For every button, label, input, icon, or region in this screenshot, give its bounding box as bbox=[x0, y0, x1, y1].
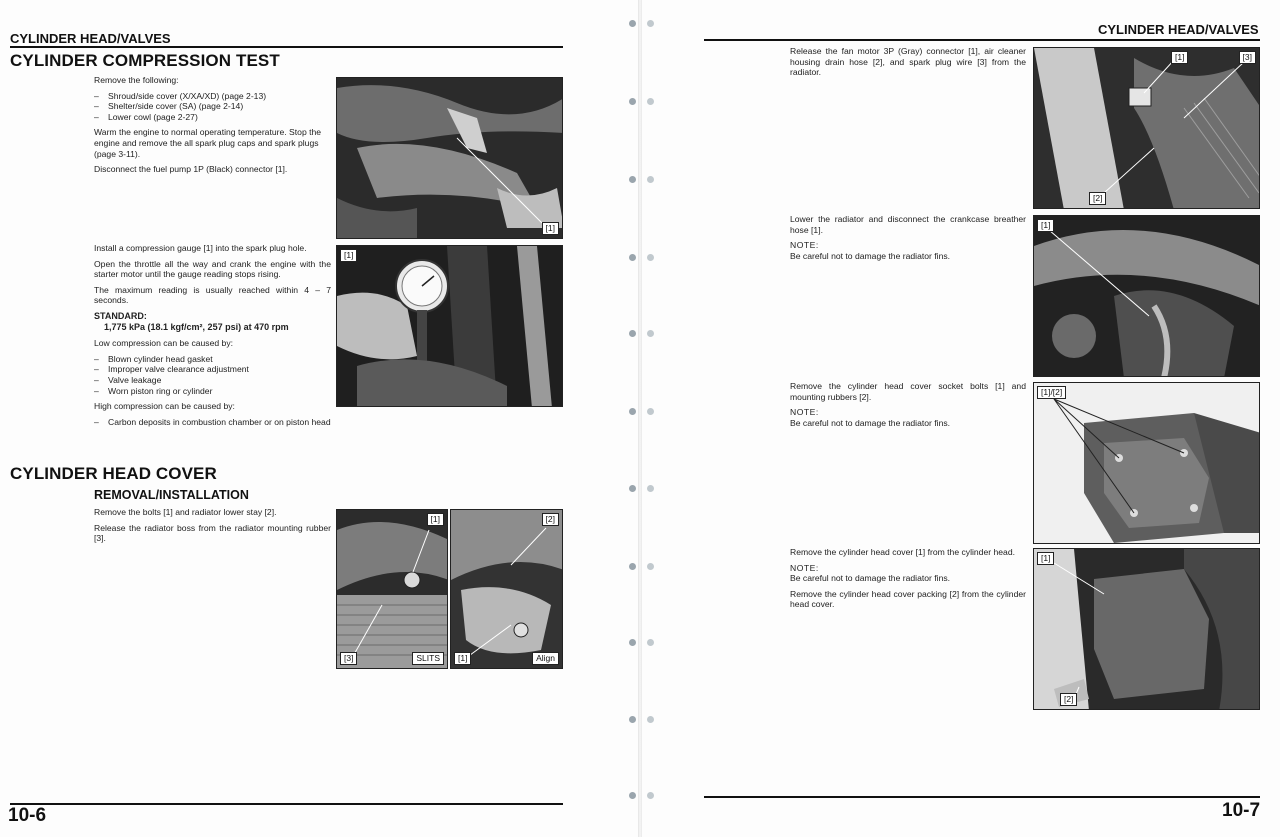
fan-connector-photo bbox=[1033, 47, 1260, 209]
binder-hole bbox=[625, 789, 661, 803]
step-3-block bbox=[790, 381, 1026, 433]
running-head: CYLINDER HEAD/VALVES bbox=[1098, 22, 1259, 37]
low-list bbox=[94, 354, 331, 396]
footer-rule bbox=[704, 796, 1260, 798]
low-item: – Blown cylinder head gasket bbox=[94, 354, 331, 365]
callout-label: Align bbox=[532, 652, 559, 665]
socket-bolts-photo bbox=[1033, 382, 1260, 544]
low-intro: Low compression can be caused by: bbox=[94, 338, 234, 349]
note-text: Be careful not to damage the radiator fins. bbox=[790, 417, 951, 428]
open-throttle-text: Open the throttle all the way and crank the engine with the starter motor until the gauge reading stops rising. bbox=[94, 258, 331, 280]
binder-hole bbox=[625, 327, 661, 341]
radiator-stay-photo bbox=[450, 509, 563, 669]
step-text: Remove the cylinder head cover [1] from the cylinder head. bbox=[790, 547, 1015, 557]
binder-hole bbox=[625, 17, 661, 31]
low-item: – Valve leakage bbox=[94, 375, 331, 386]
callout-label: [1]/[2] bbox=[1037, 386, 1066, 399]
fuel-pump-connector-photo bbox=[336, 77, 563, 239]
callout-label: [1] bbox=[542, 222, 559, 235]
page-number: 10-7 bbox=[1222, 800, 1261, 821]
note-text: Be careful not to damage the radiator fins. bbox=[790, 250, 951, 261]
warm-text: Warm the engine to normal operating temperature. Stop the engine and remove the all spark plug caps and spark plugs (page 3-11). bbox=[94, 127, 322, 159]
binder-hole bbox=[625, 713, 661, 727]
header-rule bbox=[704, 39, 1260, 41]
compression-gauge-photo bbox=[336, 245, 563, 407]
compression-gauge-block bbox=[94, 243, 331, 432]
callout-label: [2] bbox=[1089, 192, 1106, 205]
photo-illustration bbox=[1034, 383, 1260, 544]
install-text: Install a compression gauge [1] into the spark plug hole. bbox=[94, 243, 307, 253]
binder-hole bbox=[625, 636, 661, 650]
remove-item: – Lower cowl (page 2-27) bbox=[94, 112, 331, 123]
photo-illustration bbox=[1034, 48, 1260, 209]
remove-intro: Remove the following: bbox=[94, 75, 179, 85]
callout-label: [1] bbox=[427, 513, 444, 526]
footer-rule bbox=[10, 803, 563, 805]
binder-hole bbox=[625, 560, 661, 574]
photo-illustration bbox=[1034, 216, 1260, 377]
binder-hole bbox=[625, 95, 661, 109]
high-intro: High compression can be caused by: bbox=[94, 401, 235, 412]
radiator-bolts-photo bbox=[336, 509, 448, 669]
head-cover-photo bbox=[1033, 548, 1260, 710]
running-head: CYLINDER HEAD/VALVES bbox=[10, 31, 171, 46]
photo-illustration bbox=[337, 78, 563, 239]
callout-label: [2] bbox=[542, 513, 559, 526]
note-label: NOTE: bbox=[790, 240, 819, 251]
callout-label: [1] bbox=[454, 652, 471, 665]
photo-illustration bbox=[451, 510, 563, 669]
note-label: NOTE: bbox=[790, 407, 819, 418]
remove-list bbox=[94, 91, 331, 123]
callout-label: [3] bbox=[1239, 51, 1256, 64]
standard-value: 1,775 kPa (18.1 kgf/cm², 257 psi) at 470 rpm bbox=[104, 321, 289, 332]
binder-hole bbox=[625, 251, 661, 265]
note-text: Be careful not to damage the radiator fins. bbox=[790, 573, 951, 584]
header-rule bbox=[10, 46, 563, 48]
photo-illustration bbox=[1034, 549, 1260, 710]
binder-hole bbox=[625, 405, 661, 419]
standard-title: STANDARD: bbox=[94, 310, 147, 321]
callout-label: SLITS bbox=[412, 652, 444, 665]
page-number: 10-6 bbox=[8, 805, 47, 826]
photo-illustration bbox=[337, 510, 448, 669]
head-cover-block bbox=[94, 507, 331, 549]
high-item: – Carbon deposits in combustion chamber or on piston head bbox=[94, 417, 331, 428]
remove-item: – Shelter/side cover (SA) (page 2-14) bbox=[94, 101, 331, 112]
right-page bbox=[660, 0, 1280, 837]
breather-hose-photo bbox=[1033, 215, 1260, 377]
binder-holes bbox=[625, 0, 661, 837]
photo-illustration bbox=[337, 246, 563, 407]
section-title-compression: CYLINDER COMPRESSION TEST bbox=[10, 51, 280, 70]
step-1-block bbox=[790, 46, 1026, 83]
binder-hole bbox=[625, 482, 661, 496]
high-list bbox=[94, 417, 331, 428]
subsection-title-removal: REMOVAL/INSTALLATION bbox=[94, 488, 249, 502]
low-item: – Worn piston ring or cylinder bbox=[94, 386, 331, 397]
binder-hole bbox=[625, 173, 661, 187]
step-text: Remove the cylinder head cover socket bolts [1] and mounting rubbers [2]. bbox=[790, 381, 1026, 402]
callout-label: [3] bbox=[340, 652, 357, 665]
step-text: Lower the radiator and disconnect the crankcase breather hose [1]. bbox=[790, 214, 1026, 235]
disconnect-text: Disconnect the fuel pump 1P (Black) connector [1]. bbox=[94, 164, 288, 175]
callout-label: [2] bbox=[1060, 693, 1077, 706]
callout-label: [1] bbox=[1037, 552, 1054, 565]
remove-item: – Shroud/side cover (X/XA/XD) (page 2-13) bbox=[94, 91, 331, 102]
max-reading-text: The maximum reading is usually reached within 4 – 7 seconds. bbox=[94, 284, 331, 306]
step-extra-text: Remove the cylinder head cover packing [2] from the cylinder head cover. bbox=[790, 588, 1026, 610]
left-page bbox=[0, 0, 620, 837]
section-title-head-cover: CYLINDER HEAD COVER bbox=[10, 464, 217, 483]
callout-label: [1] bbox=[340, 249, 357, 262]
step-2-block bbox=[790, 214, 1026, 266]
step-4-block bbox=[790, 547, 1026, 615]
release-boss-text: Release the radiator boss from the radiator mounting rubber [3]. bbox=[94, 522, 331, 544]
low-item: – Improper valve clearance adjustment bbox=[94, 364, 331, 375]
step-text: Release the fan motor 3P (Gray) connector [1], air cleaner housing drain hose [2], and spark plug wire [3] from the radiator. bbox=[790, 46, 1026, 78]
remove-bolts-text: Remove the bolts [1] and radiator lower stay [2]. bbox=[94, 507, 277, 517]
note-label: NOTE: bbox=[790, 562, 819, 573]
callout-label: [1] bbox=[1037, 219, 1054, 232]
compression-intro-block bbox=[94, 75, 331, 180]
callout-label: [1] bbox=[1171, 51, 1188, 64]
